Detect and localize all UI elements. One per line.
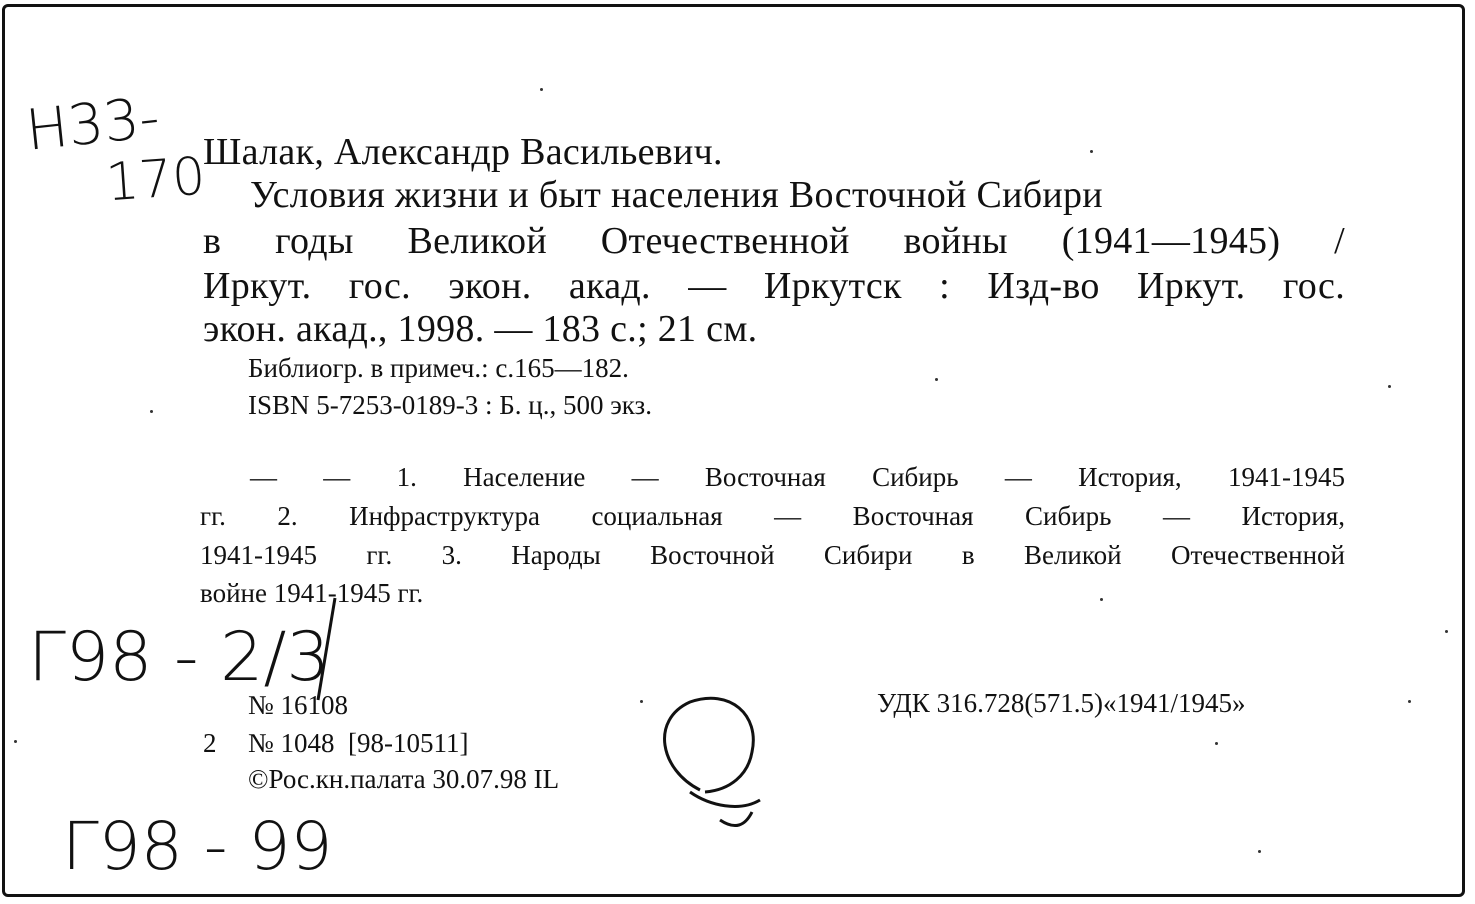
speck [1258, 850, 1261, 853]
subjects-line-2: гг. 2. Инфраструктура социальная — Восточная Сибирь — История, [200, 501, 1345, 531]
speck [1090, 150, 1093, 153]
subjects-line-1: — — 1. Население — Восточная Сибирь — История, 1941-1945 [250, 462, 1345, 492]
speck [1388, 385, 1391, 388]
handwritten-call-number-bottom: 170 [104, 146, 208, 214]
record-number-2-prefix: 2 [203, 728, 217, 758]
bibliography-note: Библиогр. в примеч.: с.165—182. [248, 353, 629, 383]
speck [150, 410, 153, 413]
speck [1215, 742, 1218, 745]
author-heading: Шалак, Александр Васильевич. [203, 131, 723, 173]
speck [540, 88, 543, 91]
copyright-line: ©Рос.кн.палата 30.07.98 IL [248, 764, 560, 794]
speck [1445, 630, 1448, 633]
title-line-2: в годы Великой Отечественной войны (1941—1945) / [203, 220, 1345, 262]
speck [1100, 598, 1103, 601]
speck [640, 700, 643, 703]
handwritten-mark-2: Г98 - 99 [62, 808, 333, 885]
subjects-line-3: 1941-1945 гг. 3. Народы Восточной Сибири в Великой Отечественной [200, 540, 1345, 570]
udc-classification: УДК 316.728(571.5)«1941/1945» [877, 688, 1246, 718]
title-line-3: Иркут. гос. экон. акад. — Иркутск : Изд-во Иркут. гос. [203, 265, 1345, 307]
record-number-1: № 16108 [248, 690, 349, 720]
speck [935, 378, 938, 381]
isbn-line: ISBN 5-7253-0189-3 : Б. ц., 500 экз. [248, 390, 652, 420]
speck [14, 740, 17, 743]
handwritten-call-number-top: Н33- [22, 85, 163, 164]
speck [1408, 700, 1411, 703]
handwritten-mark-1: Г98 - 2/3 [28, 618, 330, 697]
subjects-line-4: войне 1941-1945 гг. [200, 578, 424, 608]
record-number-2: № 1048 [98-10511] [248, 728, 469, 758]
title-line-1: Условия жизни и быт населения Восточной Сибири [250, 174, 1103, 216]
title-line-4: экон. акад., 1998. — 183 с.; 21 см. [203, 308, 758, 350]
